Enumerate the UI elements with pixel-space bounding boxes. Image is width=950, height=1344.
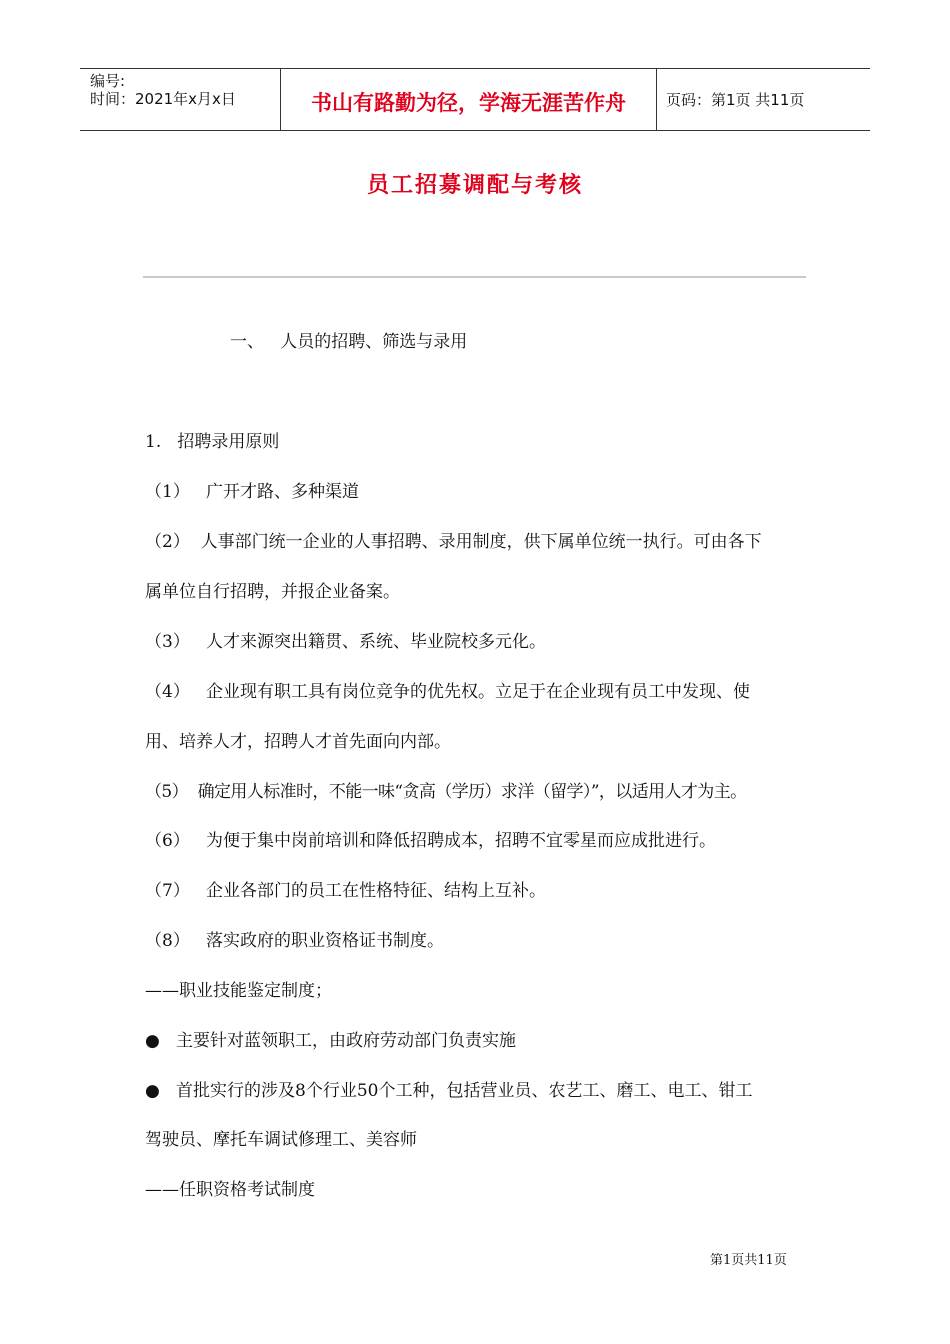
bullet-line: ● 首批实行的涉及8个行业50个工种，包括营业员、农艺工、磨工、电工、钳工 [145,1081,753,1101]
body-line: ——任职资格考试制度 [145,1180,315,1200]
body-line: （1） 广开才路、多种渠道 [145,482,360,502]
page-number-label: 页码：第1页 共11页 [666,91,805,109]
horizontal-divider [143,276,806,278]
body-line: （8） 落实政府的职业资格证书制度。 [145,931,445,951]
body-line: （7） 企业各部门的员工在性格特征、结构上互补。 [145,881,547,901]
body-line: ——职业技能鉴定制度； [145,981,332,1001]
document-title: 员工招募调配与考核 [366,173,583,198]
body-line: 驾驶员、摩托车调试修理工、美容师 [145,1130,417,1150]
header-motto: 书山有路勤为径，学海无涯苦作舟 [311,91,626,115]
body-line: （3） 人才来源突出籍贯、系统、毕业院校多元化。 [145,632,547,652]
body-line: 用、培养人才，招聘人才首先面向内部。 [145,732,451,752]
page-header [80,68,870,131]
body-line: （6） 为便于集中岗前培训和降低招聘成本，招聘不宜零星而应成批进行。 [145,831,717,851]
header-motto-cell [280,69,657,130]
header-meta [80,69,280,130]
body-line: 1. 招聘录用原则 [145,432,280,452]
bullet-line: ● 主要针对蓝领职工，由政府劳动部门负责实施 [145,1031,517,1051]
body-line: 属单位自行招聘，并报企业备案。 [145,582,400,602]
body-line: （4） 企业现有职工具有岗位竞争的优先权。立足于在企业现有员工中发现、使 [145,682,751,702]
time-label: 时间：2021年x月x日 [90,90,236,108]
body-line: （5） 确定用人标准时，不能一味“贪高（学历）求洋（留学）”，以适用人才为主。 [145,782,747,802]
section-heading: 一、 人员的招聘、筛选与录用 [230,332,468,352]
body-line: （2） 人事部门统一企业的人事招聘、录用制度，供下属单位统一执行。可由各下 [145,532,762,552]
page-footer: 第1页共11页 [710,1253,787,1268]
header-page-cell [656,69,870,130]
number-label: 编号: [90,72,126,90]
